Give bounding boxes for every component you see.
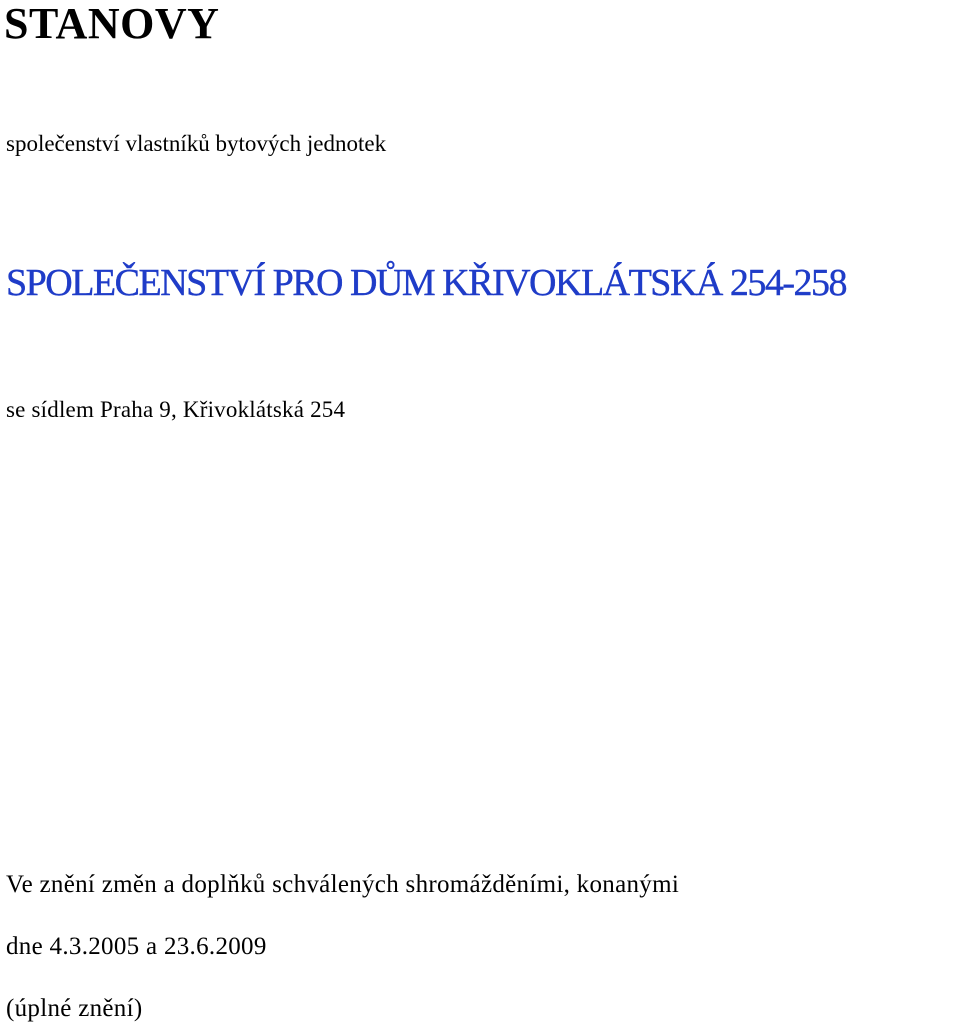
document-subtitle: společenství vlastníků bytových jednotek — [6, 131, 387, 156]
registered-seat: se sídlem Praha 9, Křivoklátská 254 — [6, 397, 346, 422]
document-title: STANOVY — [4, 0, 220, 48]
full-text-note: (úplné znění) — [6, 995, 143, 1022]
amendment-note-line-2: dne 4.3.2005 a 23.6.2009 — [6, 933, 267, 960]
amendment-note-line-1: Ve znění změn a doplňků schválených shromážděními, konanými — [6, 871, 680, 898]
organization-name: SPOLEČENSTVÍ PRO DŮM KŘIVOKLÁTSKÁ 254-258 — [6, 262, 846, 304]
